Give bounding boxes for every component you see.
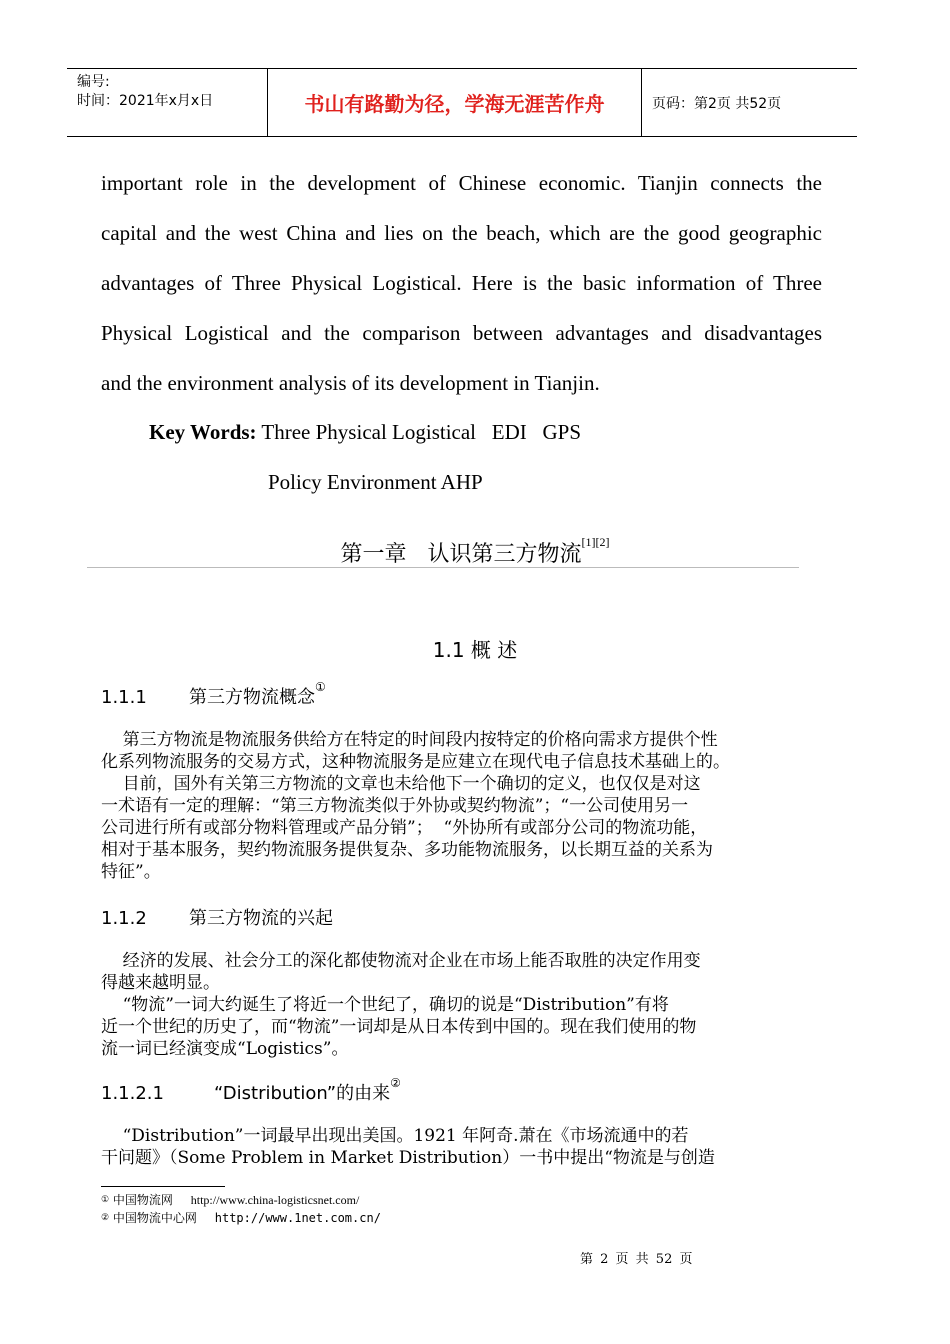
chapter-title-text: 第一章 认识第三方物流 — [340, 542, 582, 567]
footnote-ref: ② — [390, 1076, 401, 1090]
footnote-url: http://www.1net.com.cn/ — [214, 1211, 381, 1225]
footnote-divider — [101, 1186, 225, 1187]
text-line: 第三方物流是物流服务供给方在特定的时间段内按特定的价格向需求方提供个性 — [101, 730, 718, 750]
text-line: 经济的发展、社会分工的深化都使物流对企业在市场上能否取胜的决定作用变 — [101, 951, 701, 971]
footnote-source: 中国物流中心网 — [112, 1211, 197, 1225]
footnote-mark: ① — [101, 1195, 110, 1205]
abstract-line: advantages of Three Physical Logistical. Here is the basic information of Three — [101, 271, 822, 295]
page-header — [67, 68, 857, 137]
doc-code-label: 编号: — [77, 74, 110, 90]
chapter-divider — [87, 567, 799, 568]
footnote — [101, 1192, 359, 1208]
paragraph-concept — [101, 729, 822, 883]
doc-time: 时间：2021年x月x日 — [77, 93, 214, 109]
subsection-title: 第三方物流的兴起 — [189, 908, 333, 929]
subsection-heading — [101, 680, 326, 709]
keywords-line-2: Policy Environment AHP — [268, 470, 483, 494]
text-line: 相对于基本服务，契约物流服务提供复杂、多功能物流服务，以长期互益的关系为 — [101, 840, 713, 860]
footnote-url: http://www.china-logisticsnet.com/ — [190, 1193, 360, 1207]
subsection-heading — [101, 904, 333, 930]
subsection-title: “Distribution”的由来 — [214, 1083, 391, 1104]
header-motto: 书山有路勤为径，学海无涯苦作舟 — [268, 69, 642, 136]
chapter-title — [0, 537, 950, 568]
abstract-paragraph — [101, 171, 822, 421]
section-title: 1.1 概 述 — [432, 638, 518, 662]
subsection-title: 第三方物流概念 — [189, 687, 315, 708]
chapter-refs: [1][2] — [581, 535, 610, 549]
text-line: “物流”一词大约诞生了将近一个世纪了，确切的说是“Distribution”有将 — [101, 995, 669, 1015]
page-footer: 第 2 页 共 52 页 — [580, 1252, 693, 1267]
subsection-number: 1.1.1 — [101, 687, 147, 708]
abstract-line: important role in the development of Chinese economic. Tianjin connects the — [101, 171, 822, 195]
footnote-source: 中国物流网 — [112, 1193, 173, 1207]
footnote-mark: ② — [101, 1213, 110, 1223]
text-line: 一术语有一定的理解：“第三方物流类似于外协或契约物流”；“一公司使用另一 — [101, 796, 689, 816]
paragraph-origin — [101, 1125, 822, 1169]
text-line: 目前，国外有关第三方物流的文章也未给他下一个确切的定义，也仅仅是对这 — [101, 774, 701, 794]
text-line: 公司进行所有或部分物料管理或产品分销”； “外协所有或部分公司的物流功能， — [101, 818, 708, 838]
keywords-text: Three Physical Logistical EDI GPS — [256, 420, 582, 444]
text-line: 近一个世纪的历史了，而“物流”一词却是从日本传到中国的。现在我们使用的物 — [101, 1017, 697, 1037]
abstract-line: capital and the west China and lies on the beach, which are the good geographic — [101, 221, 822, 245]
subsection-number: 1.1.2.1 — [101, 1083, 164, 1104]
text-line: “Distribution”一词最早出现出美国。1921 年阿奇.萧在《市场流通中的若 — [101, 1126, 689, 1146]
subsection-number: 1.1.2 — [101, 908, 147, 929]
header-meta — [67, 69, 268, 136]
keywords-label: Key Words: — [149, 420, 257, 444]
keywords-line-1 — [149, 420, 581, 445]
abstract-line: Physical Logistical and the comparison between advantages and disadvantages — [101, 321, 822, 345]
subsection-heading — [101, 1076, 401, 1105]
text-line: 流一词已经演变成“Logistics”。 — [101, 1039, 349, 1059]
footnote — [101, 1210, 381, 1226]
text-line: 干问题》（Some Problem in Market Distribution）一书中提出“物流是与创造 — [101, 1148, 715, 1168]
text-line: 化系列物流服务的交易方式，这种物流服务是应建立在现代电子信息技术基础上的。 — [101, 752, 730, 772]
abstract-line: and the environment analysis of its development in Tianjin. — [101, 371, 600, 395]
text-line: 特征”。 — [101, 862, 161, 882]
paragraph-rise — [101, 950, 822, 1060]
footnote-ref: ① — [315, 680, 326, 694]
text-line: 得越来越明显。 — [101, 973, 220, 993]
header-page-info: 页码：第2页 共52页 — [652, 95, 782, 112]
